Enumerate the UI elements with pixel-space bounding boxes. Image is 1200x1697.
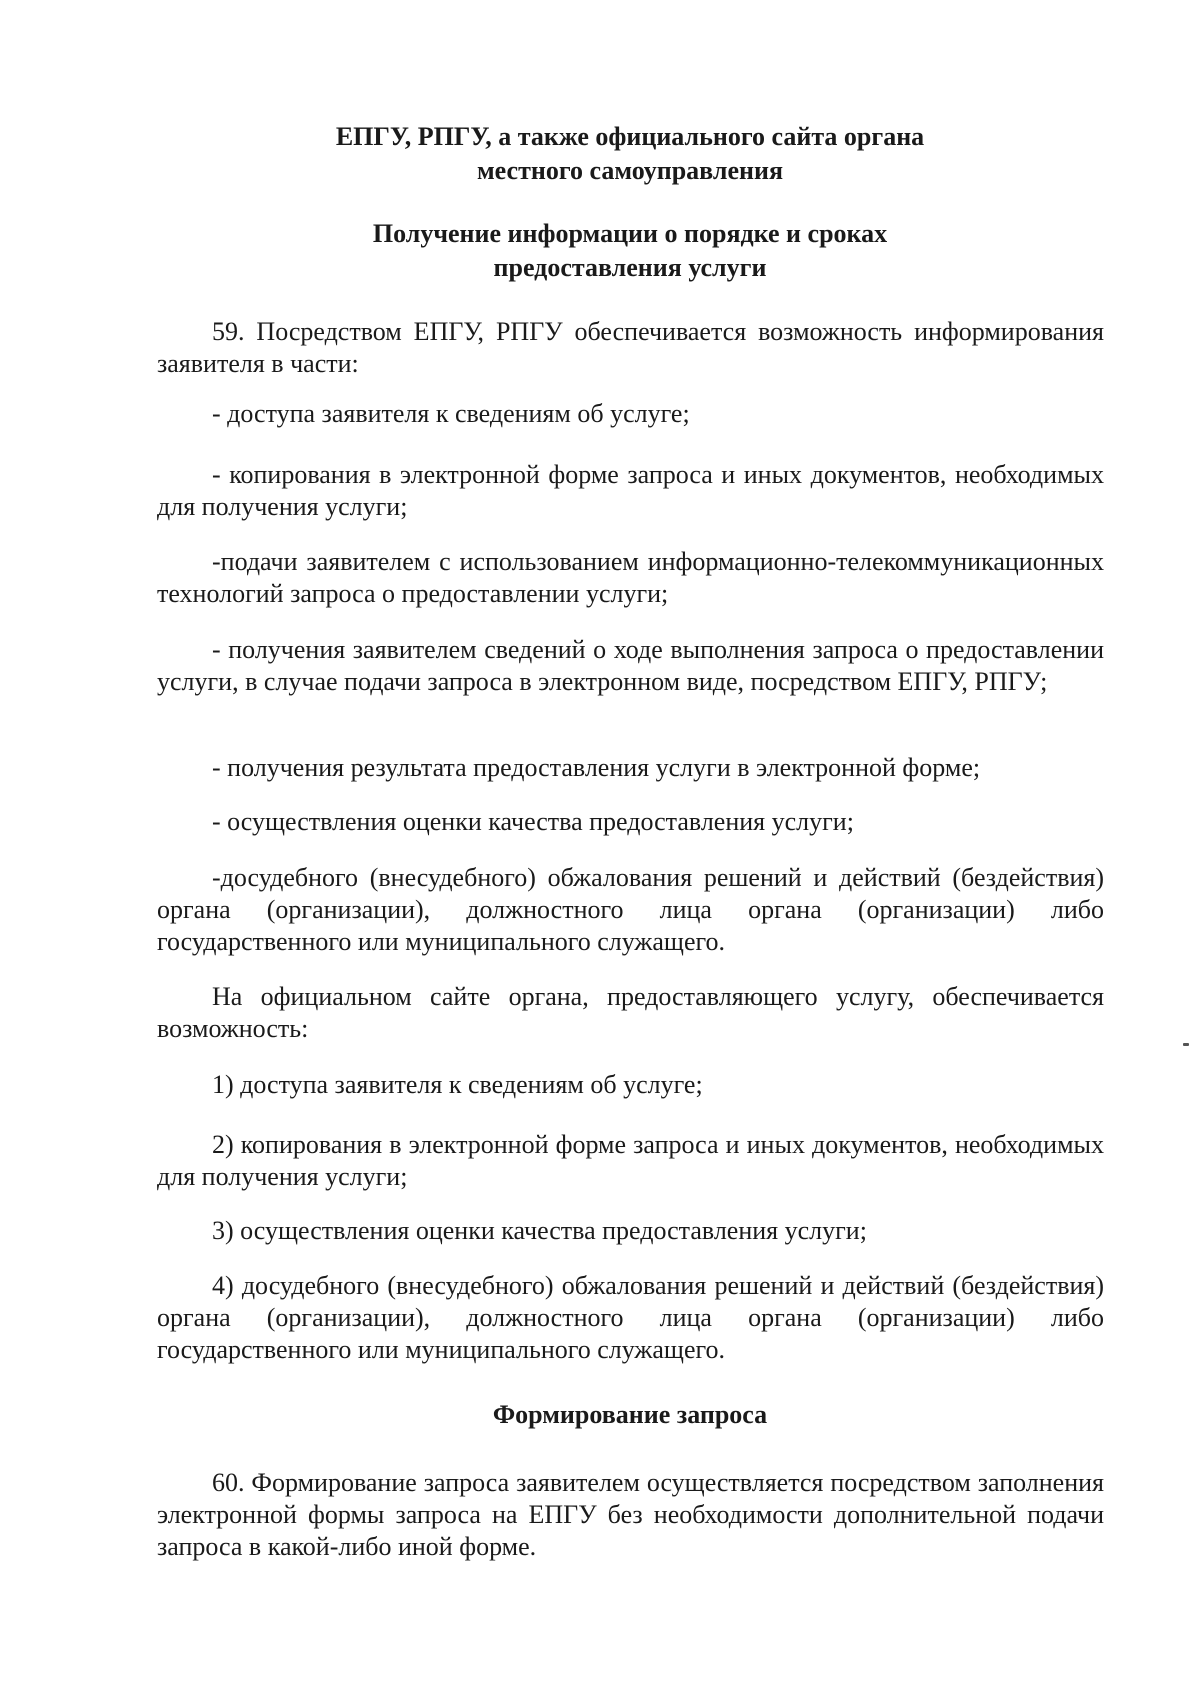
heading-line: Формирование запроса — [492, 1400, 768, 1429]
list-item-result-electronic: - получения результата предоставления услуги в электронной форме; — [212, 753, 981, 782]
paragraph-official-site: На официальном сайте органа, предоставляющего услугу, обеспечивается возможность: — [157, 982, 1104, 1043]
heading-line: Получение информации о порядке и сроках — [372, 219, 888, 248]
heading-line: предоставления услуги — [493, 253, 767, 282]
numbered-item-2: 2) копирования в электронной форме запроса и иных документов, необходимых для получения услуги; — [157, 1130, 1104, 1191]
section-heading-request-forming — [150, 1398, 1110, 1432]
paragraph-60: 60. Формирование запроса заявителем осуществляется посредством заполнения электронной формы запроса на ЕПГУ без необходимости дополнительной подачи запроса в какой-либо иной форме. — [157, 1468, 1104, 1561]
paragraph-59: 59. Посредством ЕПГУ, РПГУ обеспечивается возможность информирования заявителя в части: — [157, 317, 1104, 378]
numbered-item-4: 4) досудебного (внесудебного) обжалования решений и действий (бездействия) органа (организации), должностного лица органа (организации) либо государственного или муниципального служащего. — [157, 1271, 1104, 1364]
section-heading-information — [150, 217, 1110, 285]
heading-line: ЕПГУ, РПГУ, а также официального сайта органа — [335, 122, 925, 151]
numbered-item-1: 1) доступа заявителя к сведениям об услуге; — [212, 1070, 703, 1099]
list-item-access-info: - доступа заявителя к сведениям об услуге; — [212, 399, 690, 428]
list-item-appeal: -досудебного (внесудебного) обжалования решений и действий (бездействия) органа (организации), должностного лица органа (организации) либо государственного или муниципального служащего. — [157, 863, 1104, 956]
list-item-submit-request: -подачи заявителем с использованием информационно-телекоммуникационных технологий запроса о предоставлении услуги; — [157, 547, 1104, 608]
section-heading-epgu — [150, 120, 1110, 188]
heading-line: местного самоуправления — [476, 156, 784, 185]
list-item-quality-rating: - осуществления оценки качества предоставления услуги; — [212, 807, 854, 836]
list-item-status-info: - получения заявителем сведений о ходе выполнения запроса о предоставлении услуги, в случае подачи запроса в электронном виде, посредством ЕПГУ, РПГУ; — [157, 635, 1104, 696]
list-item-copy-request: - копирования в электронной форме запроса и иных документов, необходимых для получения услуги; — [157, 460, 1104, 521]
numbered-item-3: 3) осуществления оценки качества предоставления услуги; — [212, 1216, 867, 1245]
scan-speck — [1183, 1043, 1189, 1046]
